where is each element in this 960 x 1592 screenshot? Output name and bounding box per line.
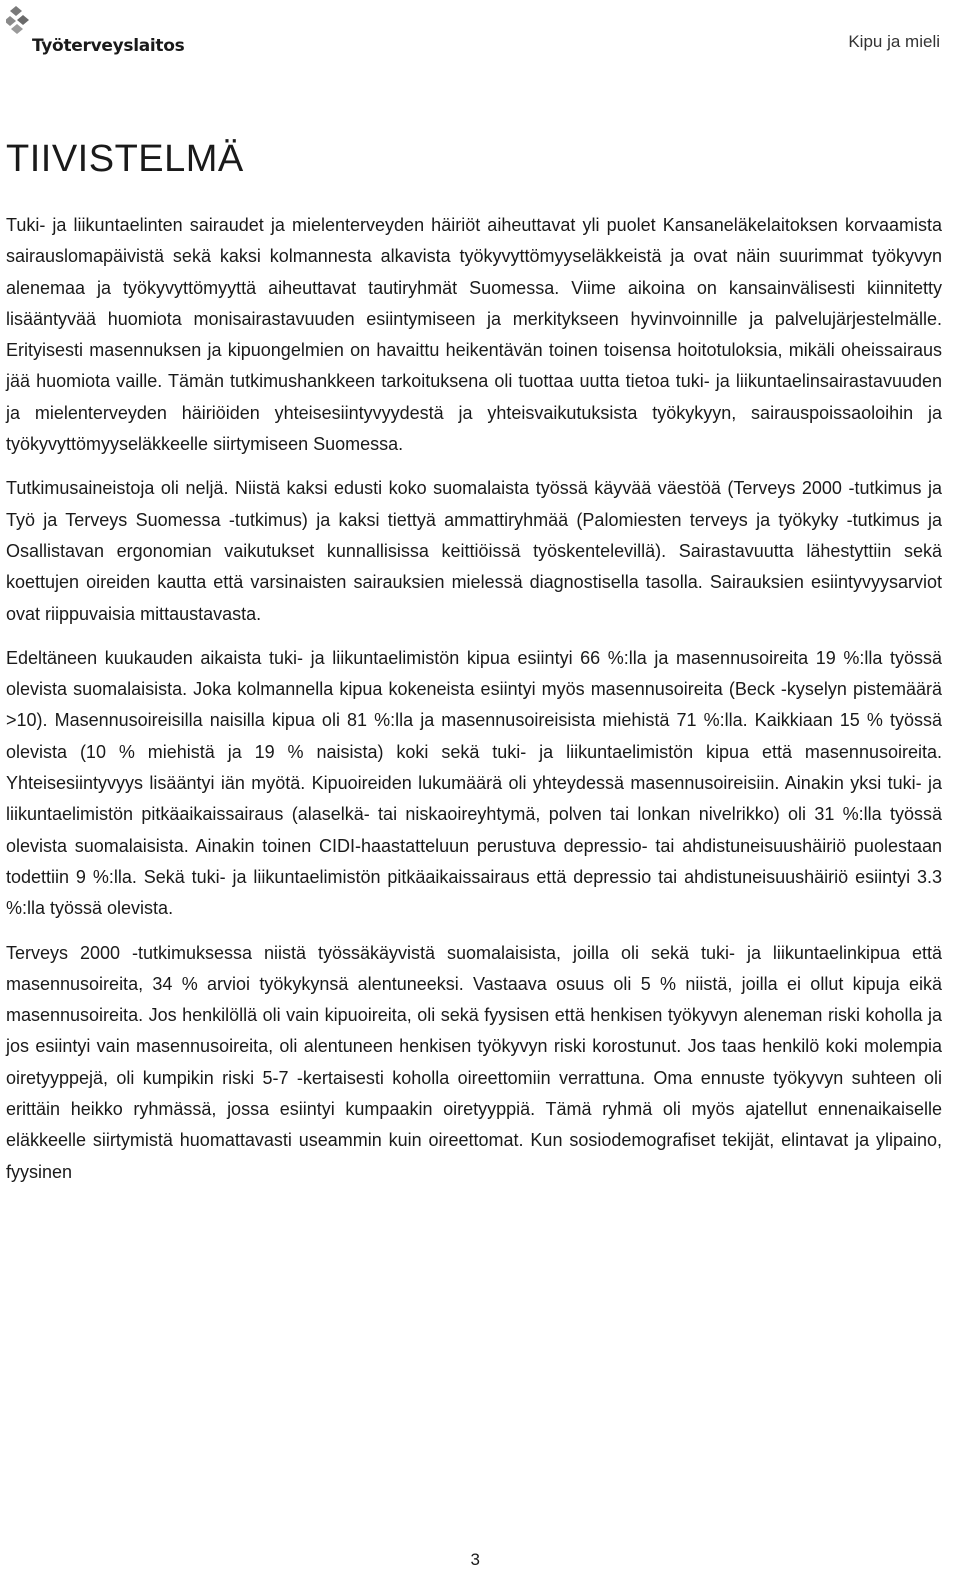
abstract-body <box>6 210 942 1201</box>
page-header <box>0 0 960 70</box>
running-head: Kipu ja mieli <box>848 32 940 51</box>
page-title: TIIVISTELMÄ <box>6 138 244 180</box>
paragraph: Edeltäneen kuukauden aikaista tuki- ja liikuntaelimistön kipua esiintyi 66 %:lla ja masennusoireita 19 %:lla työssä olevista suomalaisista. Joka kolmannella kipua kokeneista esiintyi myös masennusoireita (Beck -kyselyn pistemäärä >10). Masennusoireisilla naisilla kipua oli 81 %:lla ja masennusoireisista miehistä 71 %:lla. Kaikkiaan 15 % työssä olevista (10 % miehistä ja 19 % naisista) koki sekä tuki- ja liikuntaelimistön kipua että masennusoireita. Yhteisesiintyvyys lisääntyi iän myötä. Kipuoireiden lukumäärä oli yhteydessä masennusoireisiin. Ainakin yksi tuki- ja liikuntaelimistön pitkäaikaissairaus (alaselkä- tai niskaoireyhtymä, polven tai lonkan nivelrikko) oli 31 %:lla työssä olevista suomalaisista. Ainakin toinen CIDI-haastatteluun perustuva depressio- tai ahdistuneisuushäiriö puolestaan todettiin 9 %:lla. Sekä tuki- ja liikuntaelimistön pitkäaikaissairaus että depressio tai ahdistuneisuushäiriö esiintyi 3.3 %:lla työssä olevista. <box>6 647 942 919</box>
paragraph: Tuki- ja liikuntaelinten sairaudet ja mielenterveyden häiriöt aiheuttavat yli puolet Kansaneläkelaitoksen korvaamista sairauslomapäivistä sekä kaksi kolmannesta alkavista työkyvyttömyyseläkkeistä ja ovat näin suurimmat työkyvyn alenemaa ja työkyvyttömyyttä aiheuttavat tautiryhmät Suomessa. Viime aikoina on kansainvälisesti kiinnitetty lisääntyvää huomiota monisairastavuuden esiintymiseen ja merkitykseen hyvinvoinnille ja palvelujärjestelmälle. Erityisesti masennuksen ja kipuongelmien on havaittu heikentävän toinen toisensa hoitotuloksia, mikäli oheissairaus jää huomiota vaille. Tämän tutkimushankkeen tarkoituksena oli tuottaa uutta tietoa tuki- ja liikuntaelinsairastavuuden ja mielenterveyden häiriöiden yhteisesiintyvyydestä ja yhteisvaikutuksista työkykyyn, sairauspoissaoloihin ja työkyvyttömyyseläkkeelle siirtymiseen Suomessa. <box>6 215 942 455</box>
logo-wordmark: Työterveyslaitos <box>32 36 185 56</box>
page-number <box>0 1550 942 1570</box>
ttl-logo <box>6 6 185 56</box>
page-number-label: 3 <box>470 1550 480 1569</box>
paragraph: Terveys 2000 -tutkimuksessa niistä työssäkäyvistä suomalaisista, joilla oli sekä tuki- ja liikuntaelinkipua että masennusoireita, 34 % arvioi työkykynsä alentuneeksi. Vastaava osuus oli 5 % niistä, joilla ei ollut kipuja eikä masennusoireita. Jos henkilöllä oli vain kipuoireita, oli sekä fyysisen että henkisen työkyvyn aleneman riski koholla ja jos esiintyi vain masennusoireita, oli alentuneen henkisen työkyvyn riski korostunut. Jos taas henkilö koki molempia oiretyyppejä, oli kumpikin riski 5-7 -kertaisesti koholla oireettomiin verrattuna. Oma ennuste työkyvyn suhteen oli erittäin heikko ryhmässä, jossa esiintyi kumpaakin oiretyyppiä. Tämä ryhmä oli myös ajatellut ennenaikaiselle eläkkeelle siirtymistä huomattavasti useammin kuin oireettomat. Kun sosiodemografiset tekijät, elintavat ja ylipaino, fyysinen <box>6 942 942 1182</box>
paragraph: Tutkimusaineistoja oli neljä. Niistä kaksi edusti koko suomalaista työssä käyvää väestöä (Terveys 2000 -tutkimus ja Työ ja Terveys Suomessa -tutkimus) ja kaksi tiettyä ammattiryhmää (Palomiesten terveys ja työkyky -tutkimus ja Osallistavan ergonomian vaikutukset kunnallisissa keittiöissä työskentelevillä). Sairastavuutta lähestyttiin sekä koettujen oireiden kautta että varsinaisten sairauksien mielessä diagnostisella tasolla. Sairauksien esiintyvyysarviot ovat riippuvaisia mittaustavasta. <box>6 478 942 624</box>
logo-mark-icon <box>6 6 46 40</box>
